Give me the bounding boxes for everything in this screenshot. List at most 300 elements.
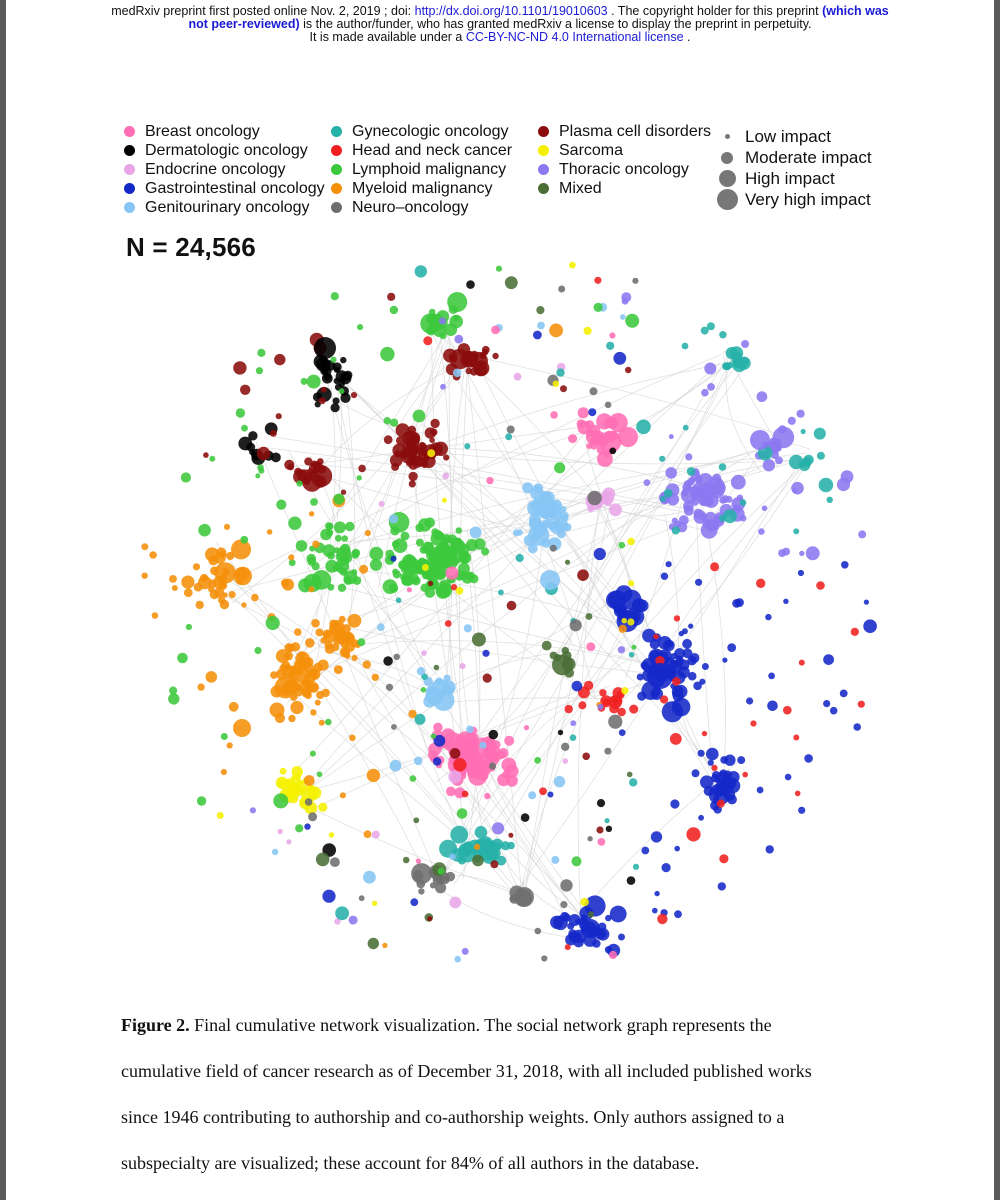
- author-node: [584, 681, 593, 690]
- author-node: [678, 666, 690, 678]
- author-node: [463, 845, 470, 852]
- author-node: [407, 587, 412, 592]
- author-node: [391, 724, 397, 730]
- author-node: [788, 417, 796, 425]
- impact-item: Moderate impact: [716, 147, 872, 168]
- author-node: [454, 335, 463, 344]
- author-node: [482, 346, 490, 354]
- author-node: [408, 426, 417, 435]
- author-node: [431, 734, 436, 739]
- author-node: [605, 402, 612, 409]
- author-node: [331, 403, 340, 412]
- author-node: [431, 679, 449, 697]
- author-node: [304, 775, 315, 786]
- author-node: [391, 556, 397, 562]
- author-node: [305, 798, 313, 806]
- author-node: [806, 546, 820, 560]
- author-node: [251, 594, 259, 602]
- author-node: [340, 792, 346, 798]
- author-node: [294, 628, 302, 636]
- author-node: [782, 548, 790, 556]
- author-node: [384, 417, 391, 424]
- author-node: [698, 750, 705, 757]
- author-node: [793, 528, 799, 534]
- author-node: [641, 847, 649, 855]
- author-node: [719, 769, 728, 778]
- legend-item: Gastrointestinal oncology: [124, 179, 325, 198]
- author-node: [229, 591, 236, 598]
- author-node: [669, 434, 674, 439]
- legend-swatch: [124, 145, 135, 156]
- author-node: [460, 663, 466, 669]
- author-node: [670, 733, 682, 745]
- author-node: [719, 331, 726, 338]
- author-node: [625, 314, 639, 328]
- author-node: [464, 624, 472, 632]
- author-node: [609, 951, 617, 959]
- author-node: [169, 687, 177, 695]
- author-node: [570, 734, 577, 741]
- author-node: [687, 467, 696, 476]
- impact-item: High impact: [716, 168, 872, 189]
- author-node: [711, 765, 717, 771]
- author-node: [235, 567, 249, 581]
- impact-item: Low impact: [716, 126, 872, 147]
- author-node: [453, 758, 466, 771]
- author-node: [194, 583, 203, 592]
- author-node: [539, 787, 547, 795]
- author-node: [392, 569, 398, 575]
- author-node: [396, 597, 402, 603]
- author-node: [357, 475, 362, 480]
- author-node: [329, 832, 335, 838]
- author-node: [672, 677, 681, 686]
- legend-column-1: [124, 122, 325, 217]
- doi-link[interactable]: http://dx.doi.org/10.1101/19010603: [414, 4, 608, 18]
- author-node: [830, 707, 838, 715]
- author-node: [401, 576, 411, 586]
- author-node: [341, 649, 349, 657]
- author-node: [351, 392, 357, 398]
- author-node: [193, 563, 200, 570]
- author-node: [280, 768, 287, 775]
- author-node: [302, 472, 322, 492]
- author-node: [763, 459, 775, 471]
- network-edge: [283, 352, 474, 687]
- author-node: [578, 407, 589, 418]
- author-node: [682, 639, 692, 649]
- author-node: [692, 769, 700, 777]
- author-node: [651, 831, 662, 842]
- author-node: [198, 524, 211, 537]
- author-node: [466, 726, 474, 734]
- author-node: [326, 529, 333, 536]
- author-node: [609, 332, 615, 338]
- author-node: [636, 600, 648, 612]
- author-node: [750, 720, 756, 726]
- author-node: [439, 551, 449, 561]
- author-node: [688, 624, 693, 629]
- author-node: [451, 356, 457, 362]
- author-node: [335, 535, 342, 542]
- network-edges: [211, 311, 810, 948]
- author-node: [726, 364, 732, 370]
- author-node: [674, 846, 680, 852]
- author-node: [184, 588, 193, 597]
- legend-item: Neuro–oncology: [331, 198, 512, 217]
- author-node: [718, 882, 726, 890]
- author-node: [768, 673, 775, 680]
- author-node: [450, 826, 468, 844]
- author-node: [427, 916, 432, 921]
- author-node: [453, 315, 459, 321]
- author-node: [695, 475, 702, 482]
- author-node: [462, 791, 469, 798]
- license-link[interactable]: CC-BY-NC-ND 4.0 International license: [465, 30, 684, 44]
- author-node: [659, 456, 665, 462]
- author-node: [604, 417, 615, 428]
- author-node: [414, 567, 422, 575]
- author-node: [562, 647, 569, 654]
- author-node: [554, 776, 565, 787]
- author-node: [410, 898, 418, 906]
- author-node: [674, 615, 680, 621]
- author-node: [647, 663, 673, 689]
- author-node: [629, 652, 635, 658]
- author-node: [719, 463, 727, 471]
- author-node: [448, 770, 461, 783]
- author-node: [533, 483, 543, 493]
- author-node: [613, 695, 623, 705]
- author-node: [276, 649, 290, 663]
- author-node: [351, 569, 357, 575]
- legend-swatch: [331, 126, 342, 137]
- author-node: [621, 687, 628, 694]
- header-prefix: medRxiv preprint first posted online Nov. 2, 2019 ; doi:: [111, 4, 415, 18]
- author-node: [558, 286, 565, 293]
- legend-item: Plasma cell disorders: [538, 122, 711, 141]
- author-node: [707, 383, 715, 391]
- author-node: [708, 760, 714, 766]
- author-node: [288, 554, 294, 560]
- author-node: [710, 562, 719, 571]
- author-node: [409, 480, 416, 487]
- author-node: [750, 430, 770, 450]
- author-node: [367, 769, 380, 782]
- author-node: [490, 860, 498, 868]
- author-node: [785, 774, 792, 781]
- legend-swatch: [124, 164, 135, 175]
- author-node: [551, 856, 559, 864]
- author-node: [255, 473, 260, 478]
- author-node: [288, 715, 295, 722]
- author-node: [357, 638, 365, 646]
- author-node: [505, 276, 518, 289]
- author-node: [570, 720, 576, 726]
- author-node: [556, 368, 564, 376]
- legend-swatch: [538, 164, 549, 175]
- author-node: [443, 473, 450, 480]
- author-node: [731, 475, 746, 490]
- author-node: [345, 522, 355, 532]
- impact-dot: [725, 134, 730, 139]
- header-availability: It is made available under a: [309, 30, 466, 44]
- author-node: [594, 548, 606, 560]
- author-node: [321, 387, 327, 393]
- author-node: [598, 838, 606, 846]
- legend-item: Thoracic oncology: [538, 160, 711, 179]
- author-node: [403, 857, 410, 864]
- author-node: [359, 565, 368, 574]
- author-node: [315, 700, 321, 706]
- author-node: [445, 567, 458, 580]
- author-node: [276, 413, 282, 419]
- author-node: [443, 454, 449, 460]
- author-node: [840, 690, 848, 698]
- author-node: [732, 599, 741, 608]
- author-node: [799, 660, 805, 666]
- author-node: [706, 520, 717, 531]
- author-node: [553, 381, 560, 388]
- author-node: [273, 793, 288, 808]
- author-node: [799, 461, 805, 467]
- author-node: [598, 923, 607, 932]
- author-node: [439, 317, 446, 324]
- author-node: [851, 628, 859, 636]
- author-node: [606, 342, 614, 350]
- author-node: [149, 551, 157, 559]
- author-node: [349, 735, 356, 742]
- author-node: [442, 498, 447, 503]
- author-node: [572, 856, 582, 866]
- author-node: [308, 812, 317, 821]
- author-node: [479, 839, 494, 854]
- author-node: [341, 490, 346, 495]
- author-node: [393, 538, 408, 553]
- author-node: [390, 760, 402, 772]
- author-node: [483, 674, 492, 683]
- legend-item: Breast oncology: [124, 122, 325, 141]
- author-node: [627, 876, 636, 885]
- author-node: [742, 772, 748, 778]
- author-node: [853, 723, 861, 731]
- author-node: [440, 384, 446, 390]
- author-node: [429, 322, 439, 332]
- author-node: [456, 527, 463, 534]
- author-node: [284, 460, 294, 470]
- author-node: [489, 752, 498, 761]
- author-node: [587, 491, 601, 505]
- author-node: [554, 654, 562, 662]
- author-node: [458, 571, 467, 580]
- author-node: [359, 895, 365, 901]
- author-node: [588, 408, 596, 416]
- author-node: [703, 487, 708, 492]
- author-node: [311, 619, 320, 628]
- author-node: [457, 808, 468, 819]
- author-node: [542, 641, 552, 651]
- author-node: [670, 799, 679, 808]
- author-node: [562, 514, 569, 521]
- author-node: [628, 580, 634, 586]
- author-node: [277, 829, 282, 834]
- author-node: [333, 494, 344, 505]
- author-node: [233, 719, 251, 737]
- author-node: [318, 465, 327, 474]
- author-node: [701, 497, 708, 504]
- author-node: [724, 755, 735, 766]
- author-node: [841, 561, 849, 569]
- author-node: [693, 682, 702, 691]
- author-node: [758, 528, 765, 535]
- author-node: [791, 482, 804, 495]
- author-node: [334, 521, 346, 533]
- author-node: [217, 812, 224, 819]
- author-node: [319, 397, 326, 404]
- author-node: [536, 306, 544, 314]
- author-node: [618, 934, 625, 941]
- author-node: [609, 503, 622, 516]
- author-node: [291, 642, 300, 651]
- author-node: [218, 581, 227, 590]
- author-node: [221, 769, 227, 775]
- author-node: [775, 457, 783, 465]
- author-node: [817, 452, 825, 460]
- author-node: [592, 939, 600, 947]
- author-node: [798, 570, 804, 576]
- author-node: [227, 742, 233, 748]
- author-node: [704, 786, 714, 796]
- author-node: [434, 665, 440, 671]
- author-node: [502, 770, 510, 778]
- author-node: [644, 479, 651, 486]
- legend-item: Endocrine oncology: [124, 160, 325, 179]
- author-node: [295, 666, 304, 675]
- author-node: [379, 501, 385, 507]
- author-node: [319, 720, 325, 726]
- author-node: [537, 322, 545, 330]
- author-node: [619, 729, 626, 736]
- author-node: [418, 888, 424, 894]
- author-node: [283, 781, 298, 796]
- header-license-text: is the author/funder, who has granted medRxiv a license to display the preprint in perpetuity.: [299, 17, 812, 31]
- author-node: [540, 570, 560, 590]
- author-node: [580, 898, 589, 907]
- author-node: [605, 818, 610, 823]
- legend-item: Myeloid malignancy: [331, 179, 512, 198]
- author-node: [719, 854, 728, 863]
- author-node: [316, 853, 330, 867]
- author-node: [322, 890, 335, 903]
- author-node: [479, 742, 486, 749]
- author-node: [597, 799, 605, 807]
- author-node: [586, 642, 595, 651]
- author-node: [560, 901, 567, 908]
- header-end: .: [683, 30, 691, 44]
- author-node: [267, 529, 273, 535]
- author-node: [864, 600, 869, 605]
- author-node: [662, 863, 671, 872]
- author-node: [340, 357, 346, 363]
- legend-item: Lymphoid malignancy: [331, 160, 512, 179]
- author-node: [177, 653, 188, 664]
- author-node: [660, 496, 666, 502]
- author-node: [348, 614, 362, 628]
- network-edge: [230, 594, 481, 858]
- author-node: [524, 725, 529, 730]
- author-node: [719, 787, 728, 796]
- author-node: [408, 456, 416, 464]
- author-node: [492, 822, 504, 834]
- impact-item: Very high impact: [716, 189, 872, 210]
- author-node: [413, 410, 426, 423]
- legend-item: Head and neck cancer: [331, 141, 512, 160]
- author-node: [307, 375, 321, 389]
- author-node: [541, 955, 547, 961]
- author-node: [686, 827, 700, 841]
- author-node: [563, 758, 569, 764]
- author-node: [508, 833, 513, 838]
- author-node: [186, 624, 192, 630]
- author-node: [197, 796, 206, 805]
- author-node: [792, 488, 797, 493]
- author-node: [401, 565, 409, 573]
- author-node: [425, 517, 435, 527]
- author-node: [542, 491, 555, 504]
- author-node: [727, 643, 736, 652]
- author-node: [427, 449, 435, 457]
- author-node: [621, 618, 627, 624]
- author-node: [241, 425, 248, 432]
- author-node: [863, 619, 877, 633]
- author-node: [330, 357, 336, 363]
- author-node: [548, 792, 554, 798]
- author-node: [462, 948, 469, 955]
- author-node: [550, 508, 563, 521]
- author-node: [295, 652, 310, 667]
- author-node: [386, 684, 393, 691]
- author-node: [627, 618, 634, 625]
- author-node: [433, 757, 441, 765]
- author-node: [282, 579, 294, 591]
- author-node: [560, 385, 567, 392]
- author-node: [514, 887, 534, 907]
- author-node: [447, 292, 467, 312]
- author-node: [203, 452, 209, 458]
- author-node: [767, 701, 778, 712]
- author-node: [816, 581, 825, 590]
- author-node: [563, 523, 571, 531]
- network-edge: [470, 582, 480, 731]
- author-node: [637, 674, 644, 681]
- legend-swatch: [331, 164, 342, 175]
- author-node: [233, 361, 246, 374]
- author-node: [310, 709, 316, 715]
- author-node: [458, 856, 466, 864]
- author-node: [141, 543, 148, 550]
- author-node: [314, 337, 336, 359]
- author-node: [391, 463, 399, 471]
- author-node: [471, 765, 485, 779]
- legend-swatch: [124, 126, 135, 137]
- author-node: [197, 683, 204, 690]
- author-node: [491, 326, 500, 335]
- author-node: [799, 551, 804, 556]
- author-node: [661, 573, 668, 580]
- author-node: [464, 443, 470, 449]
- author-node: [446, 787, 456, 797]
- author-node: [472, 855, 484, 867]
